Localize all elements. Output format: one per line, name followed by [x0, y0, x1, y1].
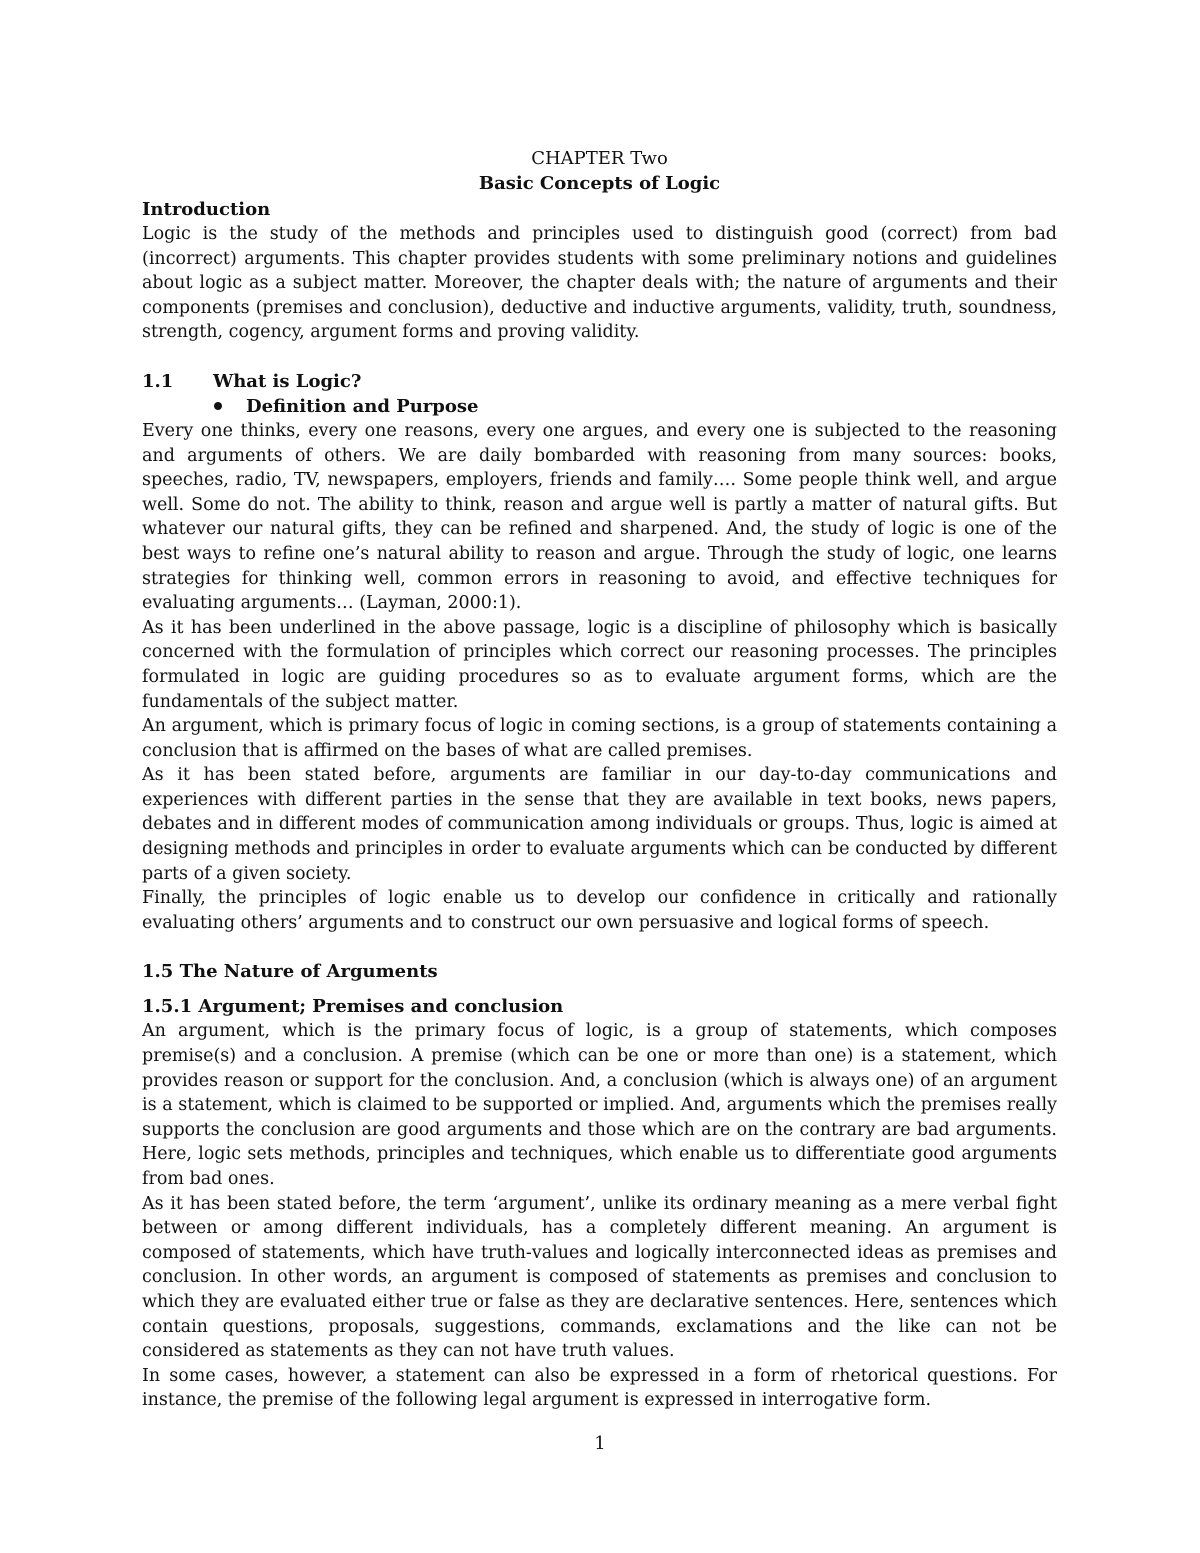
bullet-icon: [214, 402, 222, 410]
body-paragraph: An argument, which is the primary focus of logic, is a group of statements, which composes premise(s) and a conclusion. A premise (which can be one or more than one) is a statement, which provides reason or support for the conclusion. And, a conclusion (which is always one) of an argument is a statement, which is claimed to be supported or implied. And, arguments which the premises really supports the conclusion are good arguments and those which are on the contrary are bad arguments. Here, logic sets methods, principles and techniques, which enable us to differentiate good arguments from bad ones.: [142, 1021, 1057, 1189]
section-1-5-heading: 1.5 The Nature of Arguments: [142, 961, 438, 983]
body-paragraph: In some cases, however, a statement can also be expressed in a form of rhetorical questions. For instance, the premise of the following legal argument is expressed in interrogative form.: [142, 1365, 1057, 1411]
body-paragraph: Every one thinks, every one reasons, every one argues, and every one is subjected to the reasoning and arguments of others. We are daily bombarded with reasoning from many sources: books, speeches, radio, TV, newspapers, employers, friends and family…. Some people think well, and argue well. Some do not. The ability to think, reason and argue well is partly a matter of natural gifts. But whatever our natural gifts, they can be refined and sharpened. And, the study of logic is one of the best ways to refine one’s natural ability to reason and argue. Through the study of logic, one learns strategies for thinking well, common errors in reasoning to avoid, and effective techniques for evaluating arguments… (Layman, 2000:1).: [142, 420, 1057, 614]
section-title: What is Logic?: [213, 370, 362, 392]
chapter-title: Basic Concepts of Logic: [478, 173, 721, 194]
document-page: [142, 146, 1057, 1413]
page-number: 1: [594, 1433, 606, 1454]
section-1-1-heading: [142, 369, 1057, 394]
body-paragraph: As it has been stated before, the term ‘argument’, unlike its ordinary meaning as a mere verbal fight between or among different individuals, has a completely different meaning. An argument is composed of statements, which have truth-values and logically interconnected ideas as premises and conclusion. In other words, an argument is composed of statements as premises and conclusion to which they are evaluated either true or false as they are declarative sentences. Here, sentences which contain questions, proposals, suggestions, commands, exclamations and the like can not be considered as statements as they can not have truth values.: [142, 1193, 1057, 1362]
spacer: [142, 345, 1057, 369]
body-paragraph: Finally, the principles of logic enable us to develop our confidence in critically and rationally evaluating others’ arguments and to construct our own persuasive and logical forms of speech.: [142, 888, 1057, 933]
bullet-heading: [142, 394, 1057, 419]
subsection-1-5-1-heading: 1.5.1 Argument; Premises and conclusion: [142, 996, 564, 1018]
body-paragraph: As it has been stated before, arguments are familiar in our day-to-day communications and experiences with different parties in the sense that they are available in text books, news papers, debates and in different modes of communication among individuals or groups. Thus, logic is aimed at designing methods and principles in order to evaluate arguments which can be conducted by different parts of a given society.: [142, 765, 1057, 884]
introduction-heading: Introduction: [142, 199, 271, 220]
body-paragraph: An argument, which is primary focus of logic in coming sections, is a group of statements containing a conclusion that is affirmed on the bases of what are called premises.: [142, 716, 1057, 761]
section-number: 1.1: [142, 370, 174, 392]
body-paragraph: As it has been underlined in the above passage, logic is a discipline of philosophy which is basically concerned with the formulation of principles which correct our reasoning processes. The principles formulated in logic are guiding procedures so as to evaluate argument forms, which are the fundamentals of the subject matter.: [142, 617, 1057, 712]
bullet-label: Definition and Purpose: [246, 395, 479, 417]
spacer: [142, 935, 1057, 959]
introduction-paragraph: Logic is the study of the methods and principles used to distinguish good (correct) from bad (incorrect) arguments. This chapter provides students with some preliminary notions and guidelines about logic as a subject matter. Moreover, the chapter deals with; the nature of arguments and their components (premises and conclusion), deductive and inductive arguments, validity, truth, soundness, strength, cogency, argument forms and proving validity.: [142, 224, 1057, 343]
chapter-label: CHAPTER Two: [531, 148, 668, 169]
